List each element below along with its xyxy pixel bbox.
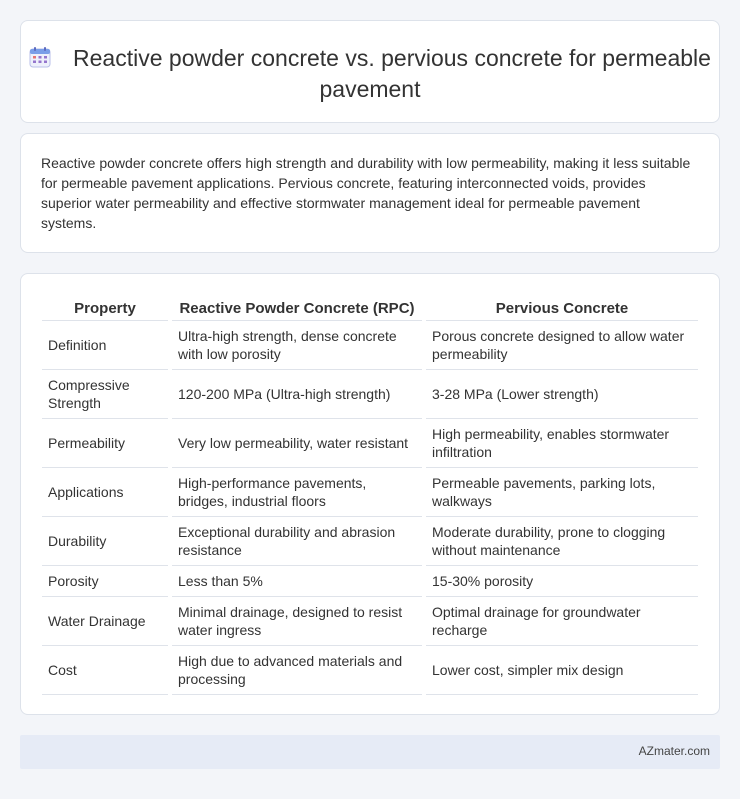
table-row: [42, 516, 698, 565]
table-row: [42, 418, 698, 467]
cell-pervious: 15-30% porosity: [426, 565, 698, 596]
column-header-pervious: Pervious Concrete: [495, 300, 629, 317]
cell-rpc: High-performance pavements, bridges, industrial floors: [172, 467, 422, 516]
table-row: [42, 565, 698, 596]
cell-rpc: High due to advanced materials and processing: [172, 645, 422, 695]
cell-pervious: 3-28 MPa (Lower strength): [426, 369, 698, 418]
cell-property: Compressive Strength: [42, 369, 168, 418]
table-row: [42, 596, 698, 645]
comparison-table-card: [20, 273, 720, 715]
summary-text: Reactive powder concrete offers high strength and durability with low permeability, making it less suitable for permeable pavement applications. Pervious concrete, featuring interconnected voids, provides superior water permeability and effective stormwater management ideal for permeable pavement systems.: [41, 155, 691, 231]
cell-pervious: Permeable pavements, parking lots, walkways: [426, 467, 698, 516]
cell-pervious: Optimal drainage for groundwater recharge: [426, 596, 698, 645]
comparison-table: [42, 294, 698, 695]
cell-pervious: Moderate durability, prone to clogging without maintenance: [426, 516, 698, 565]
table-row: [42, 369, 698, 418]
cell-pervious: Porous concrete designed to allow water permeability: [426, 320, 698, 369]
table-row: [42, 467, 698, 516]
column-header-property: Property: [74, 300, 136, 317]
cell-property: Definition: [42, 320, 168, 369]
cell-rpc: Minimal drainage, designed to resist water ingress: [172, 596, 422, 645]
cell-rpc: Very low permeability, water resistant: [172, 418, 422, 467]
cell-rpc: Ultra-high strength, dense concrete with low porosity: [172, 320, 422, 369]
column-header-rpc: Reactive Powder Concrete (RPC): [179, 300, 415, 317]
calendar-icon: [29, 46, 51, 68]
cell-property: Water Drainage: [42, 596, 168, 645]
page-title: Reactive powder concrete vs. pervious concrete for permeable pavement: [73, 45, 711, 102]
cell-property: Applications: [42, 467, 168, 516]
cell-rpc: 120-200 MPa (Ultra-high strength): [172, 369, 422, 418]
table-row: [42, 645, 698, 695]
cell-pervious: Lower cost, simpler mix design: [426, 645, 698, 695]
summary-card: [20, 133, 720, 253]
footer-bar: [20, 735, 720, 769]
cell-property: Permeability: [42, 418, 168, 467]
cell-property: Porosity: [42, 565, 168, 596]
table-header-row: [42, 294, 698, 320]
cell-property: Cost: [42, 645, 168, 695]
table-row: [42, 320, 698, 369]
page-title-wrapper: [21, 43, 719, 105]
footer-brand[interactable]: AZmater.com: [638, 744, 710, 758]
cell-rpc: Exceptional durability and abrasion resistance: [172, 516, 422, 565]
cell-rpc: Less than 5%: [172, 565, 422, 596]
cell-property: Durability: [42, 516, 168, 565]
cell-pervious: High permeability, enables stormwater infiltration: [426, 418, 698, 467]
title-card: [20, 20, 720, 123]
